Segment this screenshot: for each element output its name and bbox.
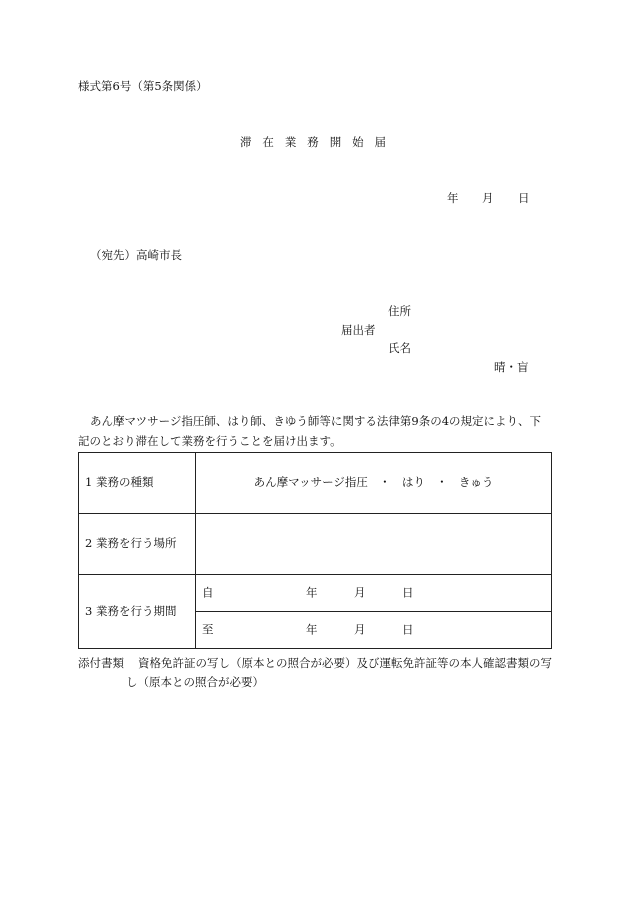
period-to-field[interactable] (196, 612, 552, 649)
attachments-line-1: 資格免許証の写し（原本との照合が必要）及び運転免許証等の本人確認書類の写 (138, 656, 552, 670)
business-type-label: 1 業務の種類 (79, 453, 196, 514)
period-from-label: 自 (202, 585, 214, 600)
date-day: 日 (518, 191, 530, 205)
business-period-label: 3 業務を行う期間 (79, 575, 196, 649)
period-to-year: 年 (306, 622, 318, 637)
business-form-table (78, 452, 552, 649)
statement-line-1: あん摩マツサージ指圧師、はり師、きゆう師等に関する法律第9条の4の規定により、下 (90, 414, 542, 428)
business-place-label: 2 業務を行う場所 (79, 514, 196, 575)
kind-hari: はり (401, 475, 425, 490)
condition-label: 晴・盲 (494, 360, 529, 374)
address-label: 住所 (388, 304, 411, 318)
kind-massage: あん摩マッサージ指圧 (253, 475, 368, 490)
form-number: 様式第6号（第5条関係） (78, 79, 208, 93)
date-month: 月 (482, 191, 494, 205)
period-from-month: 月 (354, 585, 366, 600)
statement (78, 411, 552, 451)
period-to-month: 月 (354, 622, 366, 637)
period-to-day: 日 (402, 622, 414, 637)
table-row (79, 514, 552, 575)
kind-separator: ・ (379, 475, 391, 490)
addressee: （宛先）高崎市長 (90, 248, 182, 262)
date-year: 年 (447, 191, 459, 205)
statement-line-2: 記のとおり滞在して業務を行うことを届け出ます。 (78, 434, 342, 448)
table-row (79, 575, 552, 612)
period-to-label: 至 (202, 622, 214, 637)
kind-separator: ・ (436, 475, 448, 490)
page-title: 滞在業務開始届 (240, 135, 397, 149)
period-from-day: 日 (402, 585, 414, 600)
attachments-line-2: し（原本との照合が必要） (126, 675, 264, 689)
business-place-input[interactable] (196, 514, 552, 575)
notifier-label: 届出者 (341, 323, 376, 337)
kind-kyu: きゅう (458, 475, 494, 490)
period-from-year: 年 (306, 585, 318, 600)
name-label: 氏名 (388, 341, 411, 355)
table-row (79, 453, 552, 514)
attachments-label: 添付書類 (78, 656, 124, 670)
period-from-field[interactable] (196, 575, 552, 612)
business-type-value (196, 453, 552, 514)
